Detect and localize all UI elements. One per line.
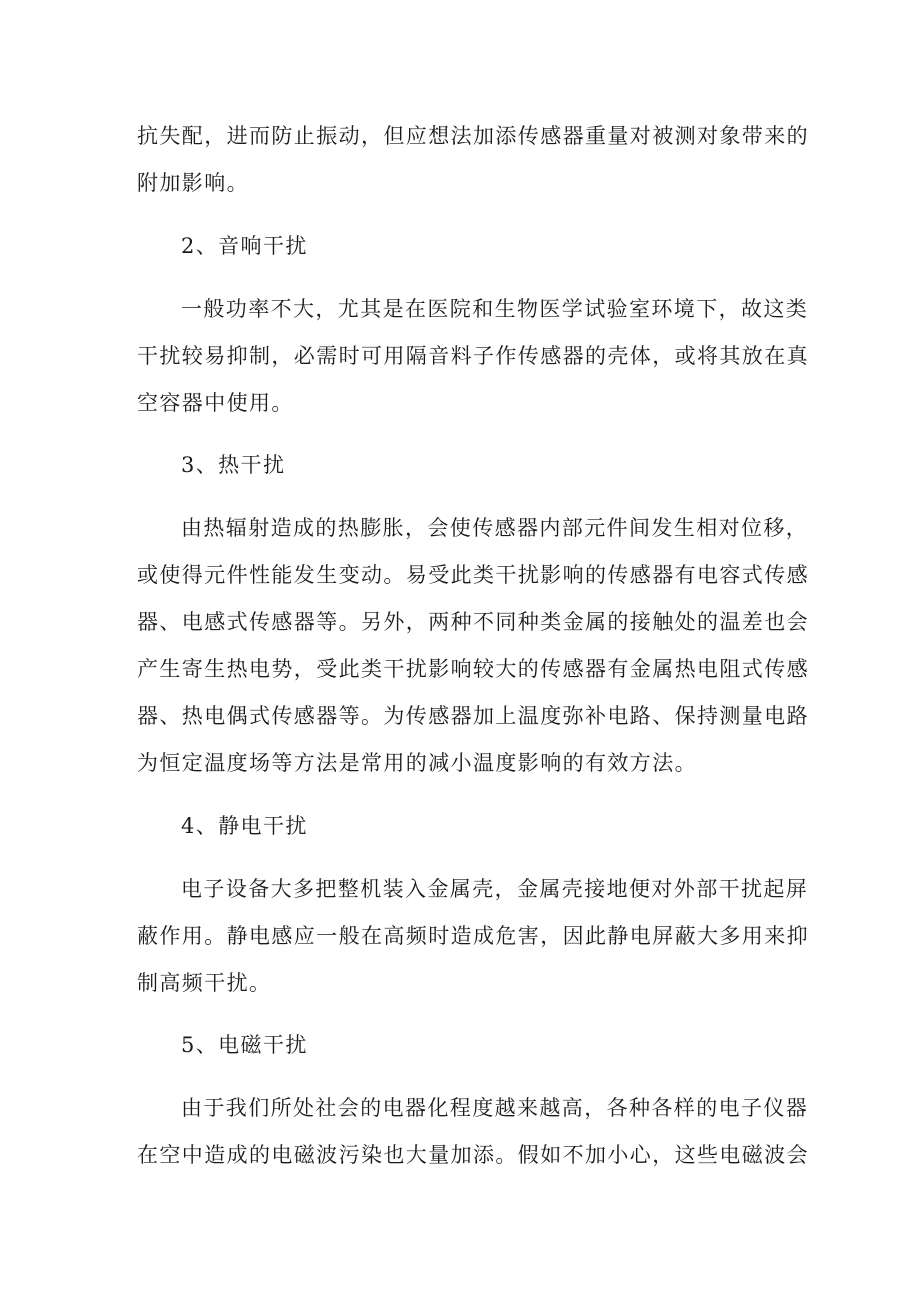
paragraph-line: 产生寄生热电势，受此类干扰影响较大的传感器有金属热电阻式传感 xyxy=(137,657,809,681)
section-heading-3: 3、热干扰 xyxy=(181,453,286,477)
paragraph-line: 在空中造成的电磁波污染也大量加添。假如不加小心，这些电磁波会 xyxy=(137,1143,809,1167)
paragraph-line: 干扰较易抑制，必需时可用隔音料子作传感器的壳体，或将其放在真 xyxy=(137,344,809,368)
paragraph-line: 由热辐射造成的热膨胀，会使传感器内部元件间发生相对位移， xyxy=(181,516,809,540)
paragraph-line: 附加影响。 xyxy=(137,171,249,195)
paragraph-line: 空容器中使用。 xyxy=(137,391,294,415)
paragraph-line: 或使得元件性能发生变动。易受此类干扰影响的传感器有电容式传感 xyxy=(137,563,809,587)
paragraph-line: 制高频干扰。 xyxy=(137,971,272,995)
section-heading-4: 4、静电干扰 xyxy=(181,814,308,838)
paragraph-line: 抗失配，进而防止振动，但应想法加添传感器重量对被测对象带来的 xyxy=(137,124,809,148)
paragraph-line: 器、热电偶式传感器等。为传感器加上温度弥补电路、保持测量电路 xyxy=(137,704,809,728)
paragraph-line: 由于我们所处社会的电器化程度越来越高，各种各样的电子仪器 xyxy=(181,1096,809,1120)
paragraph-line: 蔽作用。静电感应一般在高频时造成危害，因此静电屏蔽大多用来抑 xyxy=(137,924,809,948)
section-heading-2: 2、音响干扰 xyxy=(181,234,308,258)
paragraph-line: 电子设备大多把整机装入金属壳，金属壳接地便对外部干扰起屏 xyxy=(181,877,809,901)
section-heading-5: 5、电磁干扰 xyxy=(181,1033,308,1057)
paragraph-line: 为恒定温度场等方法是常用的减小温度影响的有效方法。 xyxy=(137,751,697,775)
paragraph-line: 器、电感式传感器等。另外，两种不同种类金属的接触处的温差也会 xyxy=(137,610,809,634)
paragraph-line: 一般功率不大，尤其是在医院和生物医学试验室环境下，故这类 xyxy=(181,297,809,321)
